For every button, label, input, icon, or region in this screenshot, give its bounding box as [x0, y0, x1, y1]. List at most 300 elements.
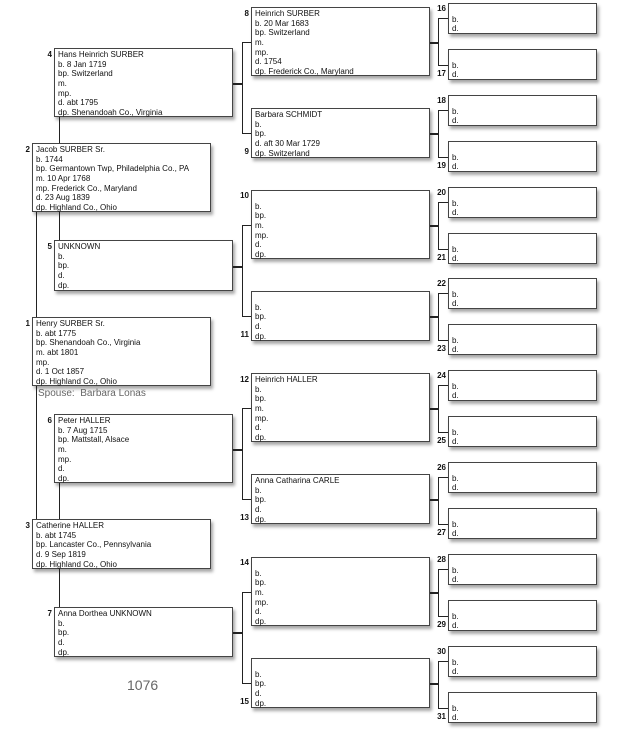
person-field: [58, 281, 232, 291]
person-box[interactable]: [448, 554, 597, 585]
person-field: [36, 174, 210, 184]
field-label: b.: [452, 566, 459, 575]
person-field: [36, 531, 210, 541]
field-label: b.: [36, 328, 43, 338]
field-label: bp.: [36, 540, 48, 550]
person-box[interactable]: [54, 240, 233, 291]
person-field: [255, 689, 429, 699]
person-field: [58, 638, 232, 648]
field-label: d.: [452, 24, 459, 33]
person-number: 26: [437, 463, 446, 472]
field-label: mp.: [58, 454, 72, 464]
person-name: [255, 293, 429, 303]
person-field: [452, 245, 596, 254]
person-number: 21: [437, 253, 446, 262]
field-label: dp.: [58, 647, 70, 657]
field-label: b.: [452, 612, 459, 621]
connector-line: [430, 225, 438, 227]
person-field: [255, 48, 429, 58]
connector-line: [242, 42, 251, 43]
person-field: [36, 203, 210, 213]
connector-line: [59, 483, 60, 519]
field-value: Frederick Co., Maryland: [51, 183, 137, 193]
person-field: [36, 550, 210, 560]
person-box[interactable]: [448, 600, 597, 631]
person-name: [255, 559, 429, 569]
person-box[interactable]: [448, 416, 597, 447]
person-field: [452, 382, 596, 391]
field-label: d.: [255, 423, 262, 433]
field-label: b.: [452, 199, 459, 208]
person-number: 5: [47, 242, 52, 251]
field-label: b.: [255, 201, 262, 211]
connector-line: [438, 110, 448, 111]
field-value: Switzerland: [268, 148, 310, 158]
person-field: [452, 336, 596, 345]
person-field: [255, 139, 429, 149]
field-label: b.: [452, 474, 459, 483]
field-label: b.: [452, 61, 459, 70]
field-label: bp.: [255, 211, 267, 221]
connector-line: [242, 499, 251, 500]
person-field: [58, 79, 232, 89]
field-label: mp.: [58, 88, 72, 98]
connector-line: [36, 212, 37, 317]
field-label: mp.: [255, 47, 269, 57]
person-field: [255, 28, 429, 38]
connector-line: [438, 661, 448, 662]
field-value: Highland Co., Ohio: [49, 203, 117, 213]
connector-line: [242, 42, 243, 133]
field-label: dp.: [36, 203, 48, 213]
connector-line: [242, 592, 243, 683]
person-field: [36, 155, 210, 165]
field-value: Highland Co., Ohio: [49, 377, 117, 387]
person-number: 25: [437, 436, 446, 445]
field-label: b.: [452, 15, 459, 24]
field-value: 8 Jan 1719: [66, 59, 107, 69]
person-number: 24: [437, 371, 446, 380]
field-label: dp.: [255, 148, 267, 158]
person-field: [58, 455, 232, 465]
person-field: [36, 358, 210, 368]
person-field: [255, 57, 429, 67]
field-label: bp.: [255, 578, 267, 588]
field-label: d.: [452, 208, 459, 217]
person-field: [452, 713, 596, 722]
field-label: bp.: [58, 628, 70, 638]
person-number: 3: [25, 521, 30, 530]
person-field: [452, 437, 596, 446]
field-label: d.: [255, 689, 262, 699]
connector-line: [438, 524, 448, 525]
field-value: 20 Mar 1683: [263, 18, 309, 28]
person-number: 14: [240, 558, 249, 567]
field-label: d.: [452, 575, 459, 584]
connector-line: [430, 683, 438, 685]
person-field: [452, 208, 596, 217]
person-box[interactable]: [251, 291, 430, 341]
field-label: bp.: [36, 338, 48, 348]
person-name: [255, 192, 429, 202]
connector-line: [438, 385, 439, 432]
field-label: b.: [58, 425, 65, 435]
person-field: [255, 129, 429, 139]
person-field: [255, 588, 429, 598]
field-value: 1 Oct 1857: [44, 367, 85, 377]
field-value: 9 Sep 1819: [44, 550, 86, 560]
person-number: 23: [437, 344, 446, 353]
connector-line: [242, 592, 251, 593]
field-label: dp.: [255, 250, 267, 260]
spouse-line: [38, 388, 146, 399]
connector-line: [430, 316, 438, 318]
person-field: [58, 89, 232, 99]
person-field: [255, 679, 429, 689]
person-box[interactable]: [448, 49, 597, 80]
person-number: 15: [240, 697, 249, 706]
connector-line: [36, 386, 37, 519]
person-box[interactable]: [251, 658, 430, 708]
person-box[interactable]: [251, 108, 430, 158]
field-label: b.: [58, 251, 65, 261]
field-label: bp.: [255, 679, 267, 689]
person-name: Heinrich SURBER: [255, 9, 320, 18]
field-label: d.: [452, 391, 459, 400]
field-value: Mattstall, Alsace: [71, 435, 130, 445]
person-number: 9: [244, 147, 249, 156]
field-label: mp.: [36, 357, 50, 367]
connector-line: [233, 266, 242, 268]
spouse-label: Spouse:: [38, 388, 75, 399]
person-box[interactable]: [54, 48, 233, 117]
connector-line: [430, 408, 438, 410]
person-box[interactable]: [251, 190, 430, 259]
person-field: [255, 423, 429, 433]
field-label: b.: [36, 154, 43, 164]
person-box[interactable]: [448, 95, 597, 126]
person-field: [452, 162, 596, 171]
person-number: 4: [47, 50, 52, 59]
connector-line: [438, 110, 439, 157]
person-name: Catherine HALLER: [36, 521, 105, 530]
person-name: Anna Catharina CARLE: [255, 476, 340, 485]
field-label: dp.: [36, 559, 48, 569]
field-label: b.: [255, 384, 262, 394]
person-field: [58, 445, 232, 455]
person-field: [255, 578, 429, 588]
field-value: Switzerland: [71, 69, 113, 79]
person-number: 31: [437, 712, 446, 721]
field-label: mp.: [36, 183, 50, 193]
person-number: 16: [437, 4, 446, 13]
person-field: [58, 619, 232, 629]
person-box[interactable]: [448, 278, 597, 309]
person-number: 11: [240, 330, 249, 339]
field-label: m.: [36, 174, 45, 184]
person-field: [36, 560, 210, 570]
person-name: Jacob SURBER Sr.: [36, 145, 105, 154]
connector-line: [438, 432, 448, 433]
person-field: [255, 240, 429, 250]
field-label: d.: [255, 607, 262, 617]
person-field: [255, 394, 429, 404]
field-label: d.: [36, 193, 43, 203]
person-field: [255, 322, 429, 332]
person-field: [255, 505, 429, 515]
field-label: b.: [255, 302, 262, 312]
field-label: d.: [452, 70, 459, 79]
field-value: abt 1795: [66, 98, 99, 108]
field-label: b.: [36, 530, 43, 540]
connector-line: [438, 249, 448, 250]
person-box[interactable]: [54, 414, 233, 483]
field-value: Germantown Twp, Philadelphia Co., PA: [49, 164, 190, 174]
person-box[interactable]: [251, 474, 430, 524]
field-label: d.: [58, 271, 65, 281]
person-field: [452, 116, 596, 125]
field-label: mp.: [255, 597, 269, 607]
field-label: d.: [452, 162, 459, 171]
person-number: 18: [437, 96, 446, 105]
person-field: [452, 107, 596, 116]
person-field: [58, 252, 232, 262]
person-box[interactable]: [251, 557, 430, 626]
connector-line: [438, 661, 439, 708]
person-field: [452, 70, 596, 79]
person-field: [452, 566, 596, 575]
field-label: b.: [255, 568, 262, 578]
field-label: b.: [452, 520, 459, 529]
person-field: [452, 199, 596, 208]
person-field: [58, 261, 232, 271]
person-field: [255, 19, 429, 29]
person-field: [255, 699, 429, 709]
connector-line: [242, 408, 243, 499]
person-field: [452, 290, 596, 299]
field-label: d.: [255, 322, 262, 332]
connector-line: [438, 477, 448, 478]
person-field: [58, 69, 232, 79]
field-label: d.: [452, 667, 459, 676]
field-label: d.: [452, 713, 459, 722]
field-label: d.: [58, 98, 65, 108]
field-label: d.: [452, 299, 459, 308]
person-box[interactable]: [32, 143, 211, 212]
connector-line: [438, 18, 439, 65]
field-label: dp.: [58, 280, 70, 290]
connector-line: [242, 683, 251, 684]
field-value: abt 1745: [44, 530, 77, 540]
field-label: bp.: [58, 435, 70, 445]
connector-line: [242, 408, 251, 409]
connector-line: [430, 133, 438, 135]
person-field: [36, 367, 210, 377]
person-number: 22: [437, 279, 446, 288]
connector-line: [430, 592, 438, 594]
field-label: dp.: [255, 514, 267, 524]
field-label: dp.: [36, 377, 48, 387]
field-label: dp.: [255, 331, 267, 341]
field-value: 1754: [263, 57, 282, 67]
spouse-name[interactable]: Barbara Lonas: [80, 388, 146, 399]
person-number: 1: [25, 319, 30, 328]
person-box[interactable]: [251, 7, 430, 76]
person-box[interactable]: [251, 373, 430, 442]
field-label: bp.: [255, 495, 267, 505]
person-field: [255, 38, 429, 48]
person-field: [58, 271, 232, 281]
person-box[interactable]: [448, 692, 597, 723]
person-field: [36, 184, 210, 194]
person-box[interactable]: [448, 508, 597, 539]
person-box[interactable]: [32, 317, 211, 386]
person-field: [58, 648, 232, 658]
field-value: abt 1801: [47, 348, 79, 358]
person-field: [36, 377, 210, 387]
person-box[interactable]: [448, 370, 597, 401]
person-field: [452, 529, 596, 538]
person-field: [255, 149, 429, 159]
connector-line: [233, 83, 242, 85]
field-label: b.: [255, 485, 262, 495]
connector-line: [438, 569, 448, 570]
field-label: m.: [58, 445, 67, 455]
person-field: [255, 312, 429, 322]
field-label: m.: [255, 588, 264, 598]
person-field: [255, 231, 429, 241]
person-box[interactable]: [448, 3, 597, 34]
connector-line: [242, 316, 251, 317]
person-field: [452, 391, 596, 400]
field-label: d.: [58, 464, 65, 474]
person-name: Barbara SCHMIDT: [255, 110, 323, 119]
person-field: [255, 607, 429, 617]
person-field: [452, 621, 596, 630]
field-label: d.: [452, 483, 459, 492]
person-field: [58, 464, 232, 474]
field-label: dp.: [58, 474, 70, 484]
field-label: b.: [452, 428, 459, 437]
field-label: d.: [452, 116, 459, 125]
field-value: 1744: [44, 154, 63, 164]
field-label: b.: [58, 618, 65, 628]
person-field: [58, 474, 232, 484]
person-field: [255, 515, 429, 525]
person-number: 30: [437, 647, 446, 656]
person-number: 2: [25, 145, 30, 154]
person-field: [452, 575, 596, 584]
field-label: bp.: [255, 394, 267, 404]
connector-line: [430, 499, 438, 501]
field-label: b.: [452, 107, 459, 116]
field-label: b.: [58, 59, 65, 69]
connector-line: [242, 225, 251, 226]
field-label: b.: [452, 382, 459, 391]
person-box[interactable]: [448, 462, 597, 493]
person-field: [58, 98, 232, 108]
field-label: bp.: [255, 312, 267, 322]
connector-line: [438, 65, 448, 66]
person-number: 19: [437, 161, 446, 170]
field-label: b.: [452, 704, 459, 713]
connector-line: [59, 569, 60, 607]
person-box[interactable]: [54, 607, 233, 657]
field-label: b.: [452, 153, 459, 162]
connector-line: [438, 569, 439, 616]
field-label: bp.: [36, 164, 48, 174]
person-field: [255, 495, 429, 505]
person-field: [452, 483, 596, 492]
field-value: 7 Aug 1715: [66, 425, 108, 435]
person-box[interactable]: [32, 519, 211, 569]
person-field: [452, 428, 596, 437]
field-label: d.: [452, 254, 459, 263]
connector-line: [438, 340, 448, 341]
person-field: [255, 211, 429, 221]
person-field: [452, 704, 596, 713]
person-name: Henry SURBER Sr.: [36, 319, 105, 328]
person-name: [255, 660, 429, 670]
connector-line: [438, 477, 439, 524]
field-label: d.: [255, 505, 262, 515]
person-field: [452, 658, 596, 667]
person-box[interactable]: [448, 324, 597, 355]
person-number: 10: [240, 191, 249, 200]
person-field: [255, 250, 429, 260]
person-name: UNKNOWN: [58, 242, 101, 251]
field-label: bp.: [58, 69, 70, 79]
person-field: [452, 345, 596, 354]
person-field: [452, 15, 596, 24]
person-field: [452, 667, 596, 676]
field-label: d.: [452, 437, 459, 446]
person-field: [255, 202, 429, 212]
person-number: 17: [437, 69, 446, 78]
field-value: Highland Co., Ohio: [49, 559, 117, 569]
person-field: [36, 540, 210, 550]
person-field: [255, 670, 429, 680]
person-field: [36, 338, 210, 348]
person-box[interactable]: [448, 233, 597, 264]
person-field: [452, 299, 596, 308]
person-box[interactable]: [448, 646, 597, 677]
connector-line: [438, 293, 439, 340]
person-field: [255, 221, 429, 231]
field-label: dp.: [255, 698, 267, 708]
person-field: [452, 61, 596, 70]
person-box[interactable]: [448, 187, 597, 218]
person-name: Peter HALLER: [58, 416, 111, 425]
person-field: [255, 120, 429, 130]
connector-line: [430, 42, 438, 44]
field-label: b.: [452, 336, 459, 345]
person-field: [452, 153, 596, 162]
person-box[interactable]: [448, 141, 597, 172]
person-number: 7: [47, 609, 52, 618]
connector-line: [438, 293, 448, 294]
person-field: [255, 303, 429, 313]
field-label: d.: [452, 529, 459, 538]
field-value: Shenandoah Co., Virginia: [71, 108, 163, 118]
field-label: m.: [255, 38, 264, 48]
person-field: [58, 108, 232, 118]
person-field: [58, 628, 232, 638]
field-label: b.: [255, 669, 262, 679]
connector-line: [438, 18, 448, 19]
field-value: Frederick Co., Maryland: [268, 67, 354, 77]
person-field: [452, 24, 596, 33]
